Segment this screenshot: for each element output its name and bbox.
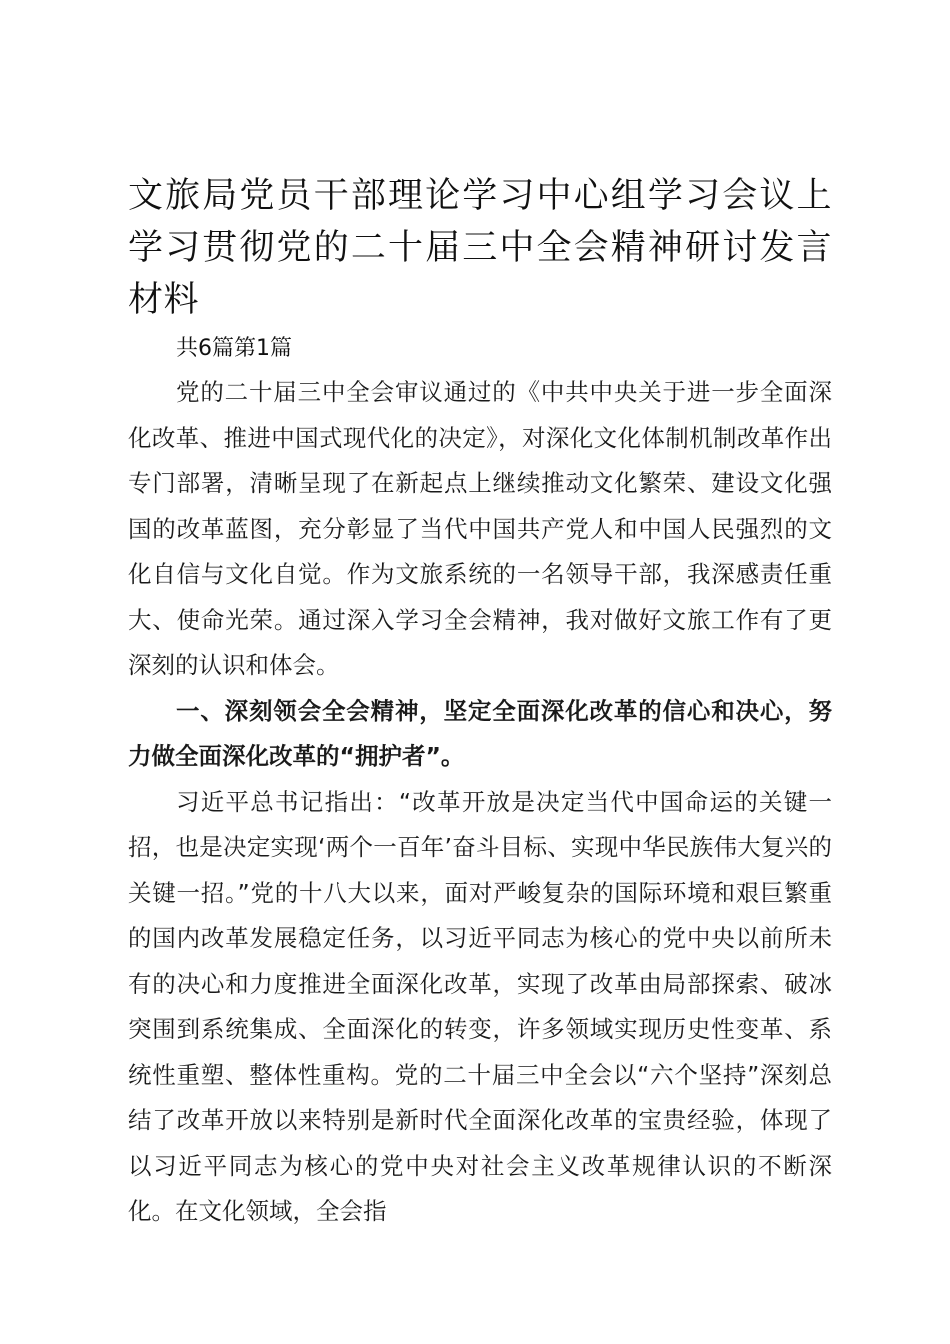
section-heading-1: 一、深刻领会全会精神，坚定全面深化改革的信心和决心，努力做全面深化改革的“拥护者”。	[128, 696, 832, 770]
paragraph-body: 习近平总书记指出：“改革开放是决定当代中国命运的关键一招，也是决定实现‘两个一百年’奋斗目标、实现中华民族伟大复兴的关键一招。”党的十八大以来，面对严峻复杂的国际环境和艰巨繁重的国内改革发展稳定任务，以习近平同志为核心的党中央以前所未有的决心和力度推进全面深化改革，实现了改革由局部探索、破冰突围到系统集成、全面深化的转变，许多领域实现历史性变革、系统性重塑、整体性重构。党的二十届三中全会以“六个坚持”深刻总结了改革开放以来特别是新时代全面深化改革的宝贵经验，体现了以习近平同志为核心的党中央对社会主义改革规律认识的不断深化。在文化领域，全会指	[128, 787, 832, 1225]
document-title: 文旅局党员干部理论学习中心组学习会议上学习贯彻党的二十届三中全会精神研讨发言材料	[128, 176, 832, 320]
document-subtitle: 共6篇第1篇	[176, 336, 292, 361]
document-body	[128, 170, 832, 1235]
paragraph-intro: 党的二十届三中全会审议通过的《中共中央关于进一步全面深化改革、推进中国式现代化的决定》，对深化文化体制机制改革作出专门部署，清晰呈现了在新起点上继续推动文化繁荣、建设文化强国的改革蓝图，充分彰显了当代中国共产党人和中国人民强烈的文化自信与文化自觉。作为文旅系统的一名领导干部，我深感责任重大、使命光荣。通过深入学习全会精神，我对做好文旅工作有了更深刻的认识和体会。	[128, 378, 832, 679]
